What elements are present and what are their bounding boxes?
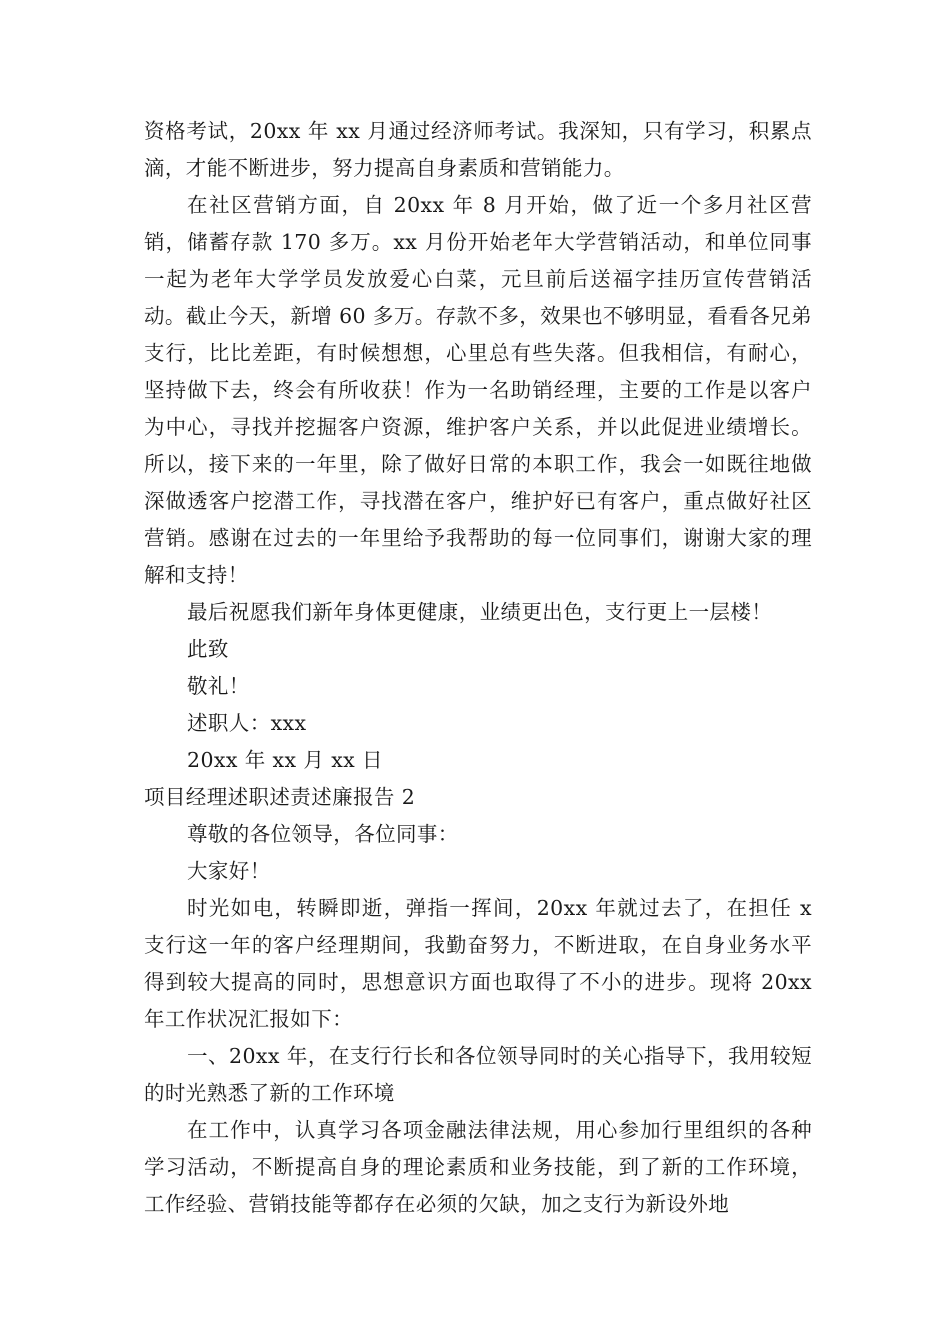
paragraph-point-one: 一、20xx 年，在支行行长和各位领导同时的关心指导下，我用较短的时光熟悉了新的工作环境 [144, 1044, 812, 1105]
closing-regards-2: 敬礼！ [187, 674, 250, 698]
paragraph-work-learning: 在工作中，认真学习各项金融法律法规，用心参加行里组织的各种学习活动，不断提高自身的理论素质和业务技能，到了新的工作环境，工作经验、营销技能等都存在必须的欠缺，加之支行为新设外地 [144, 1118, 812, 1216]
section-title: 项目经理述职述责述廉报告 2 [144, 785, 416, 809]
closing-regards-1: 此致 [187, 637, 229, 661]
paragraph-community-marketing: 在社区营销方面，自 20xx 年 8 月开始，做了近一个多月社区营销，储蓄存款 170 多万。xx 月份开始老年大学营销活动，和单位同事一起为老年大学学员发放爱心白菜，元旦前后送福字挂历宣传营销活动。截止今天，新增 60 多万。存款不多，效果也不够明显，看看各兄弟支行，比比差距，有时候想想，心里总有些失落。但我相信，有耐心，坚持做下去，终会有所收获！作为一名助销经理，主要的工作是以客户为中心，寻找并挖掘客户资源，维护客户关系，并以此促进业绩增长。所以，接下来的一年里，除了做好日常的本职工作，我会一如既往地做深做透客户挖潜工作，寻找潜在客户，维护好已有客户，重点做好社区营销。感谢在过去的一年里给予我帮助的每一位同事们，谢谢大家的理解和支持！ [144, 193, 812, 587]
document-body [144, 113, 812, 1223]
report-date: 20xx 年 xx 月 xx 日 [187, 748, 383, 772]
salutation: 尊敬的各位领导，各位同事： [187, 822, 459, 846]
paragraph-exam: 资格考试，20xx 年 xx 月通过经济师考试。我深知，只有学习，积累点滴，才能不断进步，努力提高自身素质和营销能力。 [144, 119, 812, 180]
paragraph-wishes: 最后祝愿我们新年身体更健康，业绩更出色，支行更上一层楼！ [187, 600, 773, 624]
greeting: 大家好！ [187, 859, 271, 883]
paragraph-year-summary: 时光如电，转瞬即逝，弹指一挥间，20xx 年就过去了，在担任 x 支行这一年的客户经理期间，我勤奋努力，不断进取，在自身业务水平得到较大提高的同时，思想意识方面也取得了不小的进步。现将 20xx 年工作状况汇报如下： [144, 896, 812, 1031]
reporter-signature: 述职人：xxx [187, 711, 307, 735]
